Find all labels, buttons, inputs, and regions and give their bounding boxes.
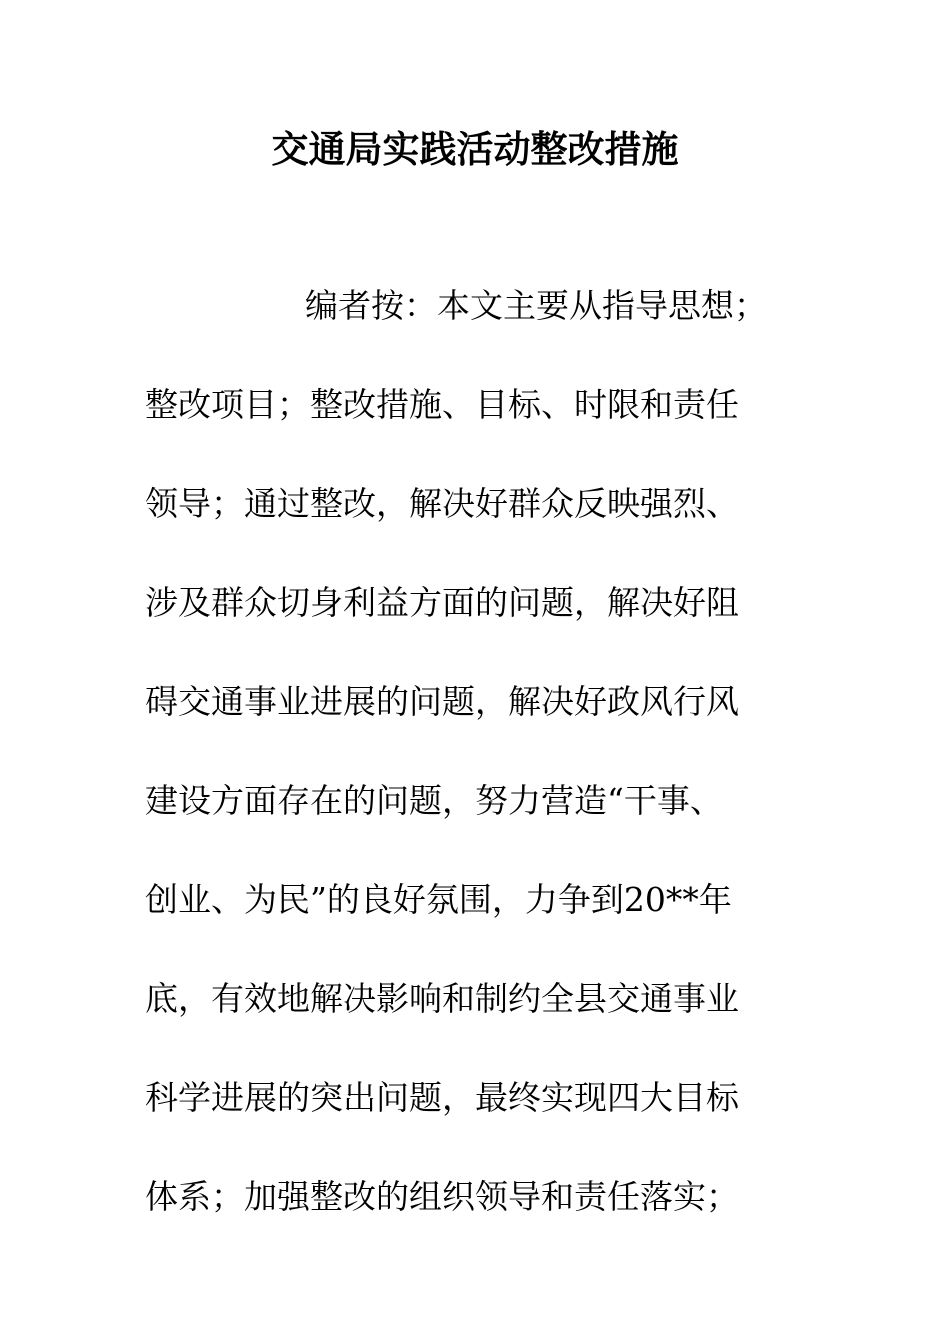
body-line-3: 领导；通过整改，解决好群众反映强烈、 — [145, 484, 739, 523]
body-line-8: 底，有效地解决影响和制约全县交通事业 — [145, 979, 739, 1018]
body-line-9: 科学进展的突出问题，最终实现四大目标 — [145, 1078, 739, 1117]
document-body — [145, 256, 825, 1246]
document-title: 交通局实践活动整改措施 — [271, 128, 679, 171]
body-line-4: 涉及群众切身利益方面的问题，解决好阻 — [145, 583, 739, 622]
body-line-7: 创业、为民”的良好氛围，力争到20**年 — [145, 880, 732, 919]
body-line-1: 编者按：本文主要从指导思想； — [305, 286, 767, 325]
body-line-2: 整改项目；整改措施、目标、时限和责任 — [145, 385, 739, 424]
body-line-5: 碍交通事业进展的问题，解决好政风行风 — [145, 682, 739, 721]
body-line-6: 建设方面存在的问题，努力营造“干事、 — [145, 781, 723, 820]
body-line-10: 体系；加强整改的组织领导和责任落实； — [145, 1177, 739, 1216]
